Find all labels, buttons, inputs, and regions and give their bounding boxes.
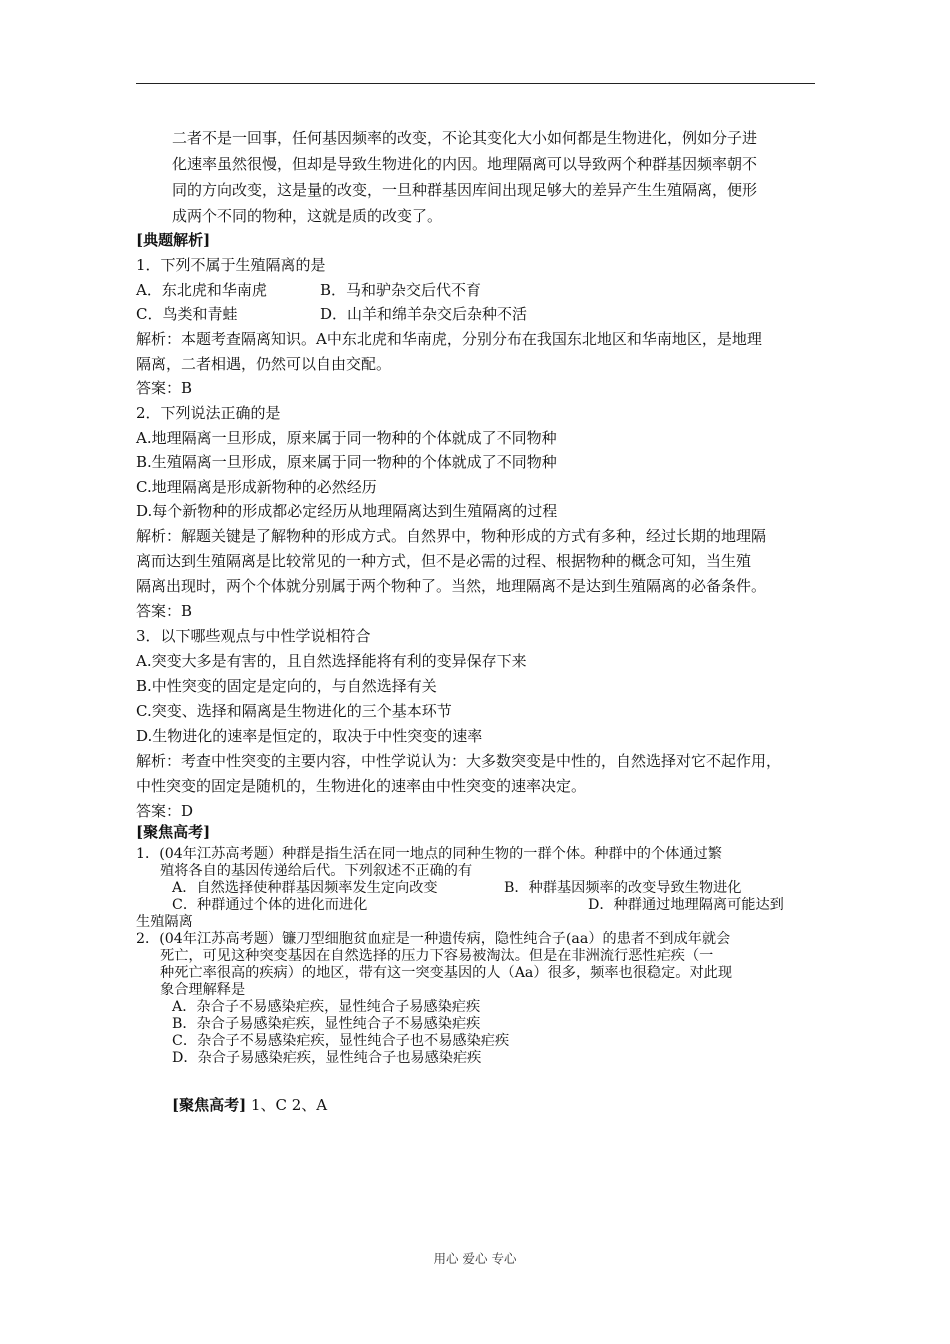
answer-key-label: [聚焦高考] bbox=[172, 1096, 247, 1114]
intro-line-1: 二者不是一回事，任何基因频率的改变，不论其变化大小如何都是生物进化，例如分子进 bbox=[172, 129, 758, 147]
g1-option-c: C．种群通过个体的进化而进化 bbox=[172, 897, 368, 913]
g1-tail: 生殖隔离 bbox=[136, 914, 193, 930]
q3-option-b: B.中性突变的固定是定向的，与自然选择有关 bbox=[136, 677, 437, 695]
section-heading-exam: [聚焦高考] bbox=[136, 823, 211, 841]
g2-option-d: D．杂合子易感染疟疾，显性纯合子也易感染疟疾 bbox=[172, 1050, 482, 1066]
g2-option-b: B．杂合子易感染疟疾，显性纯合子不易感染疟疾 bbox=[172, 1016, 481, 1032]
q1-analysis-line-1: 解析：本题考查隔离知识。A中东北虎和华南虎，分别分布在我国东北地区和华南地区，是地理 bbox=[136, 330, 762, 348]
page-footer: 用心 爱心 专心 bbox=[433, 1251, 517, 1266]
q2-option-b: B.生殖隔离一旦形成，原来属于同一物种的个体就成了不同物种 bbox=[136, 453, 557, 471]
g1-line-1: 1．(04年江苏高考题）种群是指生活在同一地点的同种生物的一群个体。种群中的个体通过繁 bbox=[136, 846, 722, 862]
q2-option-c: C.地理隔离是形成新物种的必然经历 bbox=[136, 478, 377, 496]
q2-option-a: A.地理隔离一旦形成，原来属于同一物种的个体就成了不同物种 bbox=[136, 429, 557, 447]
q1-option-a: A．东北虎和华南虎 bbox=[136, 281, 267, 299]
q2-answer: 答案：B bbox=[136, 602, 193, 620]
q1-option-b: B．马和驴杂交后代不育 bbox=[320, 281, 482, 299]
header-rule bbox=[136, 83, 815, 84]
q2-option-d: D.每个新物种的形成都必定经历从地理隔离达到生殖隔离的过程 bbox=[136, 502, 558, 520]
q3-option-d: D.生物进化的速率是恒定的，取决于中性突变的速率 bbox=[136, 727, 483, 745]
q3-stem: 3．以下哪些观点与中性学说相符合 bbox=[136, 627, 371, 645]
intro-line-3: 同的方向改变，这是量的改变，一旦种群基因库间出现足够大的差异产生生殖隔离，便形 bbox=[172, 181, 758, 199]
q3-analysis-line-1: 解析：考查中性突变的主要内容，中性学说认为：大多数突变是中性的，自然选择对它不起作用， bbox=[136, 752, 782, 770]
intro-line-2: 化速率虽然很慢，但却是导致生物进化的内因。地理隔离可以导致两个种群基因频率朝不 bbox=[172, 155, 758, 173]
intro-line-4: 成两个不同的物种，这就是质的改变了。 bbox=[172, 207, 443, 225]
g1-line-2: 殖将各自的基因传递给后代。下列叙述不正确的有 bbox=[160, 863, 473, 879]
g2-option-c: C．杂合子不易感染疟疾，显性纯合子也不易感染疟疾 bbox=[172, 1033, 510, 1049]
q3-answer: 答案：D bbox=[136, 802, 194, 820]
q2-analysis-line-1: 解析：解题关键是了解物种的形成方式。自然界中，物种形成的方式有多种，经过长期的地理隔 bbox=[136, 527, 767, 545]
q1-option-d: D．山羊和绵羊杂交后杂种不活 bbox=[320, 305, 528, 323]
g1-option-a: A．自然选择使种群基因频率发生定向改变 bbox=[172, 880, 438, 896]
g2-line-4: 象合理解释是 bbox=[160, 982, 246, 998]
q2-stem: 2．下列说法正确的是 bbox=[136, 404, 281, 422]
q2-analysis-line-2: 离而达到生殖隔离是比较常见的一种方式，但不是必需的过程、根据物种的概念可知，当生殖 bbox=[136, 552, 752, 570]
q1-analysis-line-2: 隔离，二者相遇，仍然可以自由交配。 bbox=[136, 355, 392, 373]
q3-option-c: C.突变、选择和隔离是生物进化的三个基本环节 bbox=[136, 702, 452, 720]
q3-analysis-line-2: 中性突变的固定是随机的，生物进化的速率由中性突变的速率决定。 bbox=[136, 777, 587, 795]
g1-option-b: B．种群基因频率的改变导致生物进化 bbox=[504, 880, 742, 896]
g2-line-2: 死亡，可见这种突变基因在自然选择的压力下容易被淘汰。但是在非洲流行恶性疟疾（一 bbox=[160, 948, 714, 964]
section-heading-examples: [典题解析] bbox=[136, 231, 211, 249]
answer-key-text: 1、C 2、A bbox=[246, 1096, 328, 1114]
q1-stem: 1．下列不属于生殖隔离的是 bbox=[136, 256, 326, 274]
q1-answer: 答案：B bbox=[136, 379, 193, 397]
q2-analysis-line-3: 隔离出现时，两个个体就分别属于两个物种了。当然，地理隔离不是达到生殖隔离的必备条件。 bbox=[136, 577, 767, 595]
answer-key bbox=[172, 1095, 327, 1115]
g2-line-3: 种死亡率很高的疾病）的地区，带有这一突变基因的人（Aa）很多，频率也很稳定。对此现 bbox=[160, 965, 733, 981]
g2-line-1: 2．(04年江苏高考题）镰刀型细胞贫血症是一种遗传病，隐性纯合子(aa）的患者不到成年就会 bbox=[136, 931, 731, 947]
g1-option-d: D．种群通过地理隔离可能达到 bbox=[588, 897, 784, 913]
g2-option-a: A．杂合子不易感染疟疾，显性纯合子易感染疟疾 bbox=[172, 999, 481, 1015]
q1-option-c: C．鸟类和青蛙 bbox=[136, 305, 238, 323]
q3-option-a: A.突变大多是有害的，且自然选择能将有利的变异保存下来 bbox=[136, 652, 527, 670]
